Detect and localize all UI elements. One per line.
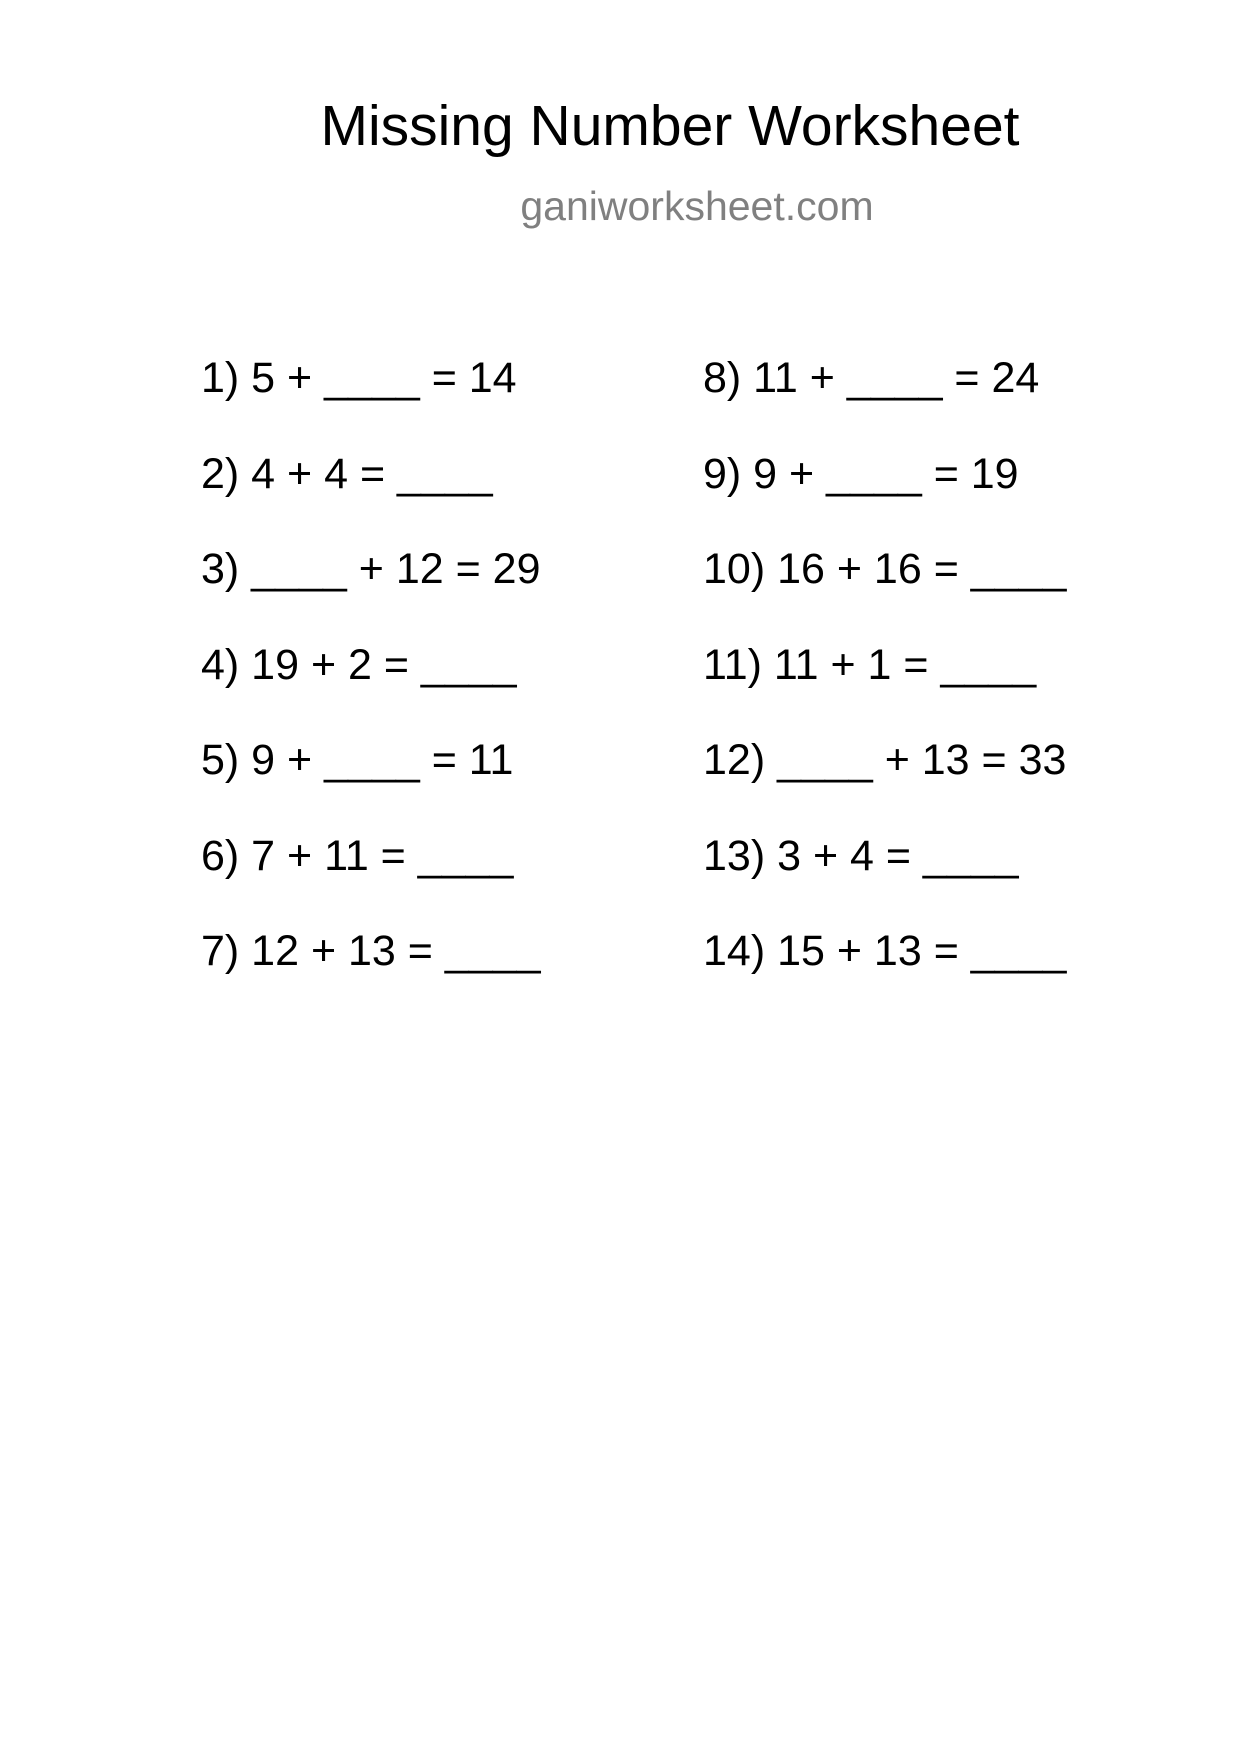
problem-11: 11) 11 + 1 = ____: [703, 640, 1037, 689]
problems-right-column: [703, 355, 1066, 1024]
problem-12: 12) ____ + 13 = 33: [703, 736, 1067, 784]
page-title: Missing Number Worksheet: [320, 94, 1020, 158]
problem-1: 1) 5 + ____ = 14: [201, 354, 517, 402]
problem-13: 13) 3 + 4 = ____: [703, 831, 1019, 880]
problem-2: 2) 4 + 4 = ____: [201, 449, 493, 498]
problem-8: 8) 11 + ____ = 24: [703, 354, 1040, 402]
website-label: ganiworksheet.com: [520, 183, 874, 229]
problem-3: 3) ____ + 12 = 29: [201, 545, 541, 593]
problem-5: 5) 9 + ____ = 11: [201, 736, 514, 784]
problem-10: 10) 16 + 16 = ____: [703, 545, 1067, 593]
problem-7: 7) 12 + 13 = ____: [201, 927, 541, 975]
problem-14: 14) 15 + 13 = ____: [703, 927, 1067, 975]
problem-6: 6) 7 + 11 = ____: [201, 831, 514, 880]
problem-4: 4) 19 + 2 = ____: [201, 640, 517, 689]
problem-9: 9) 9 + ____ = 19: [703, 449, 1019, 498]
problems-left-column: [201, 355, 541, 1024]
